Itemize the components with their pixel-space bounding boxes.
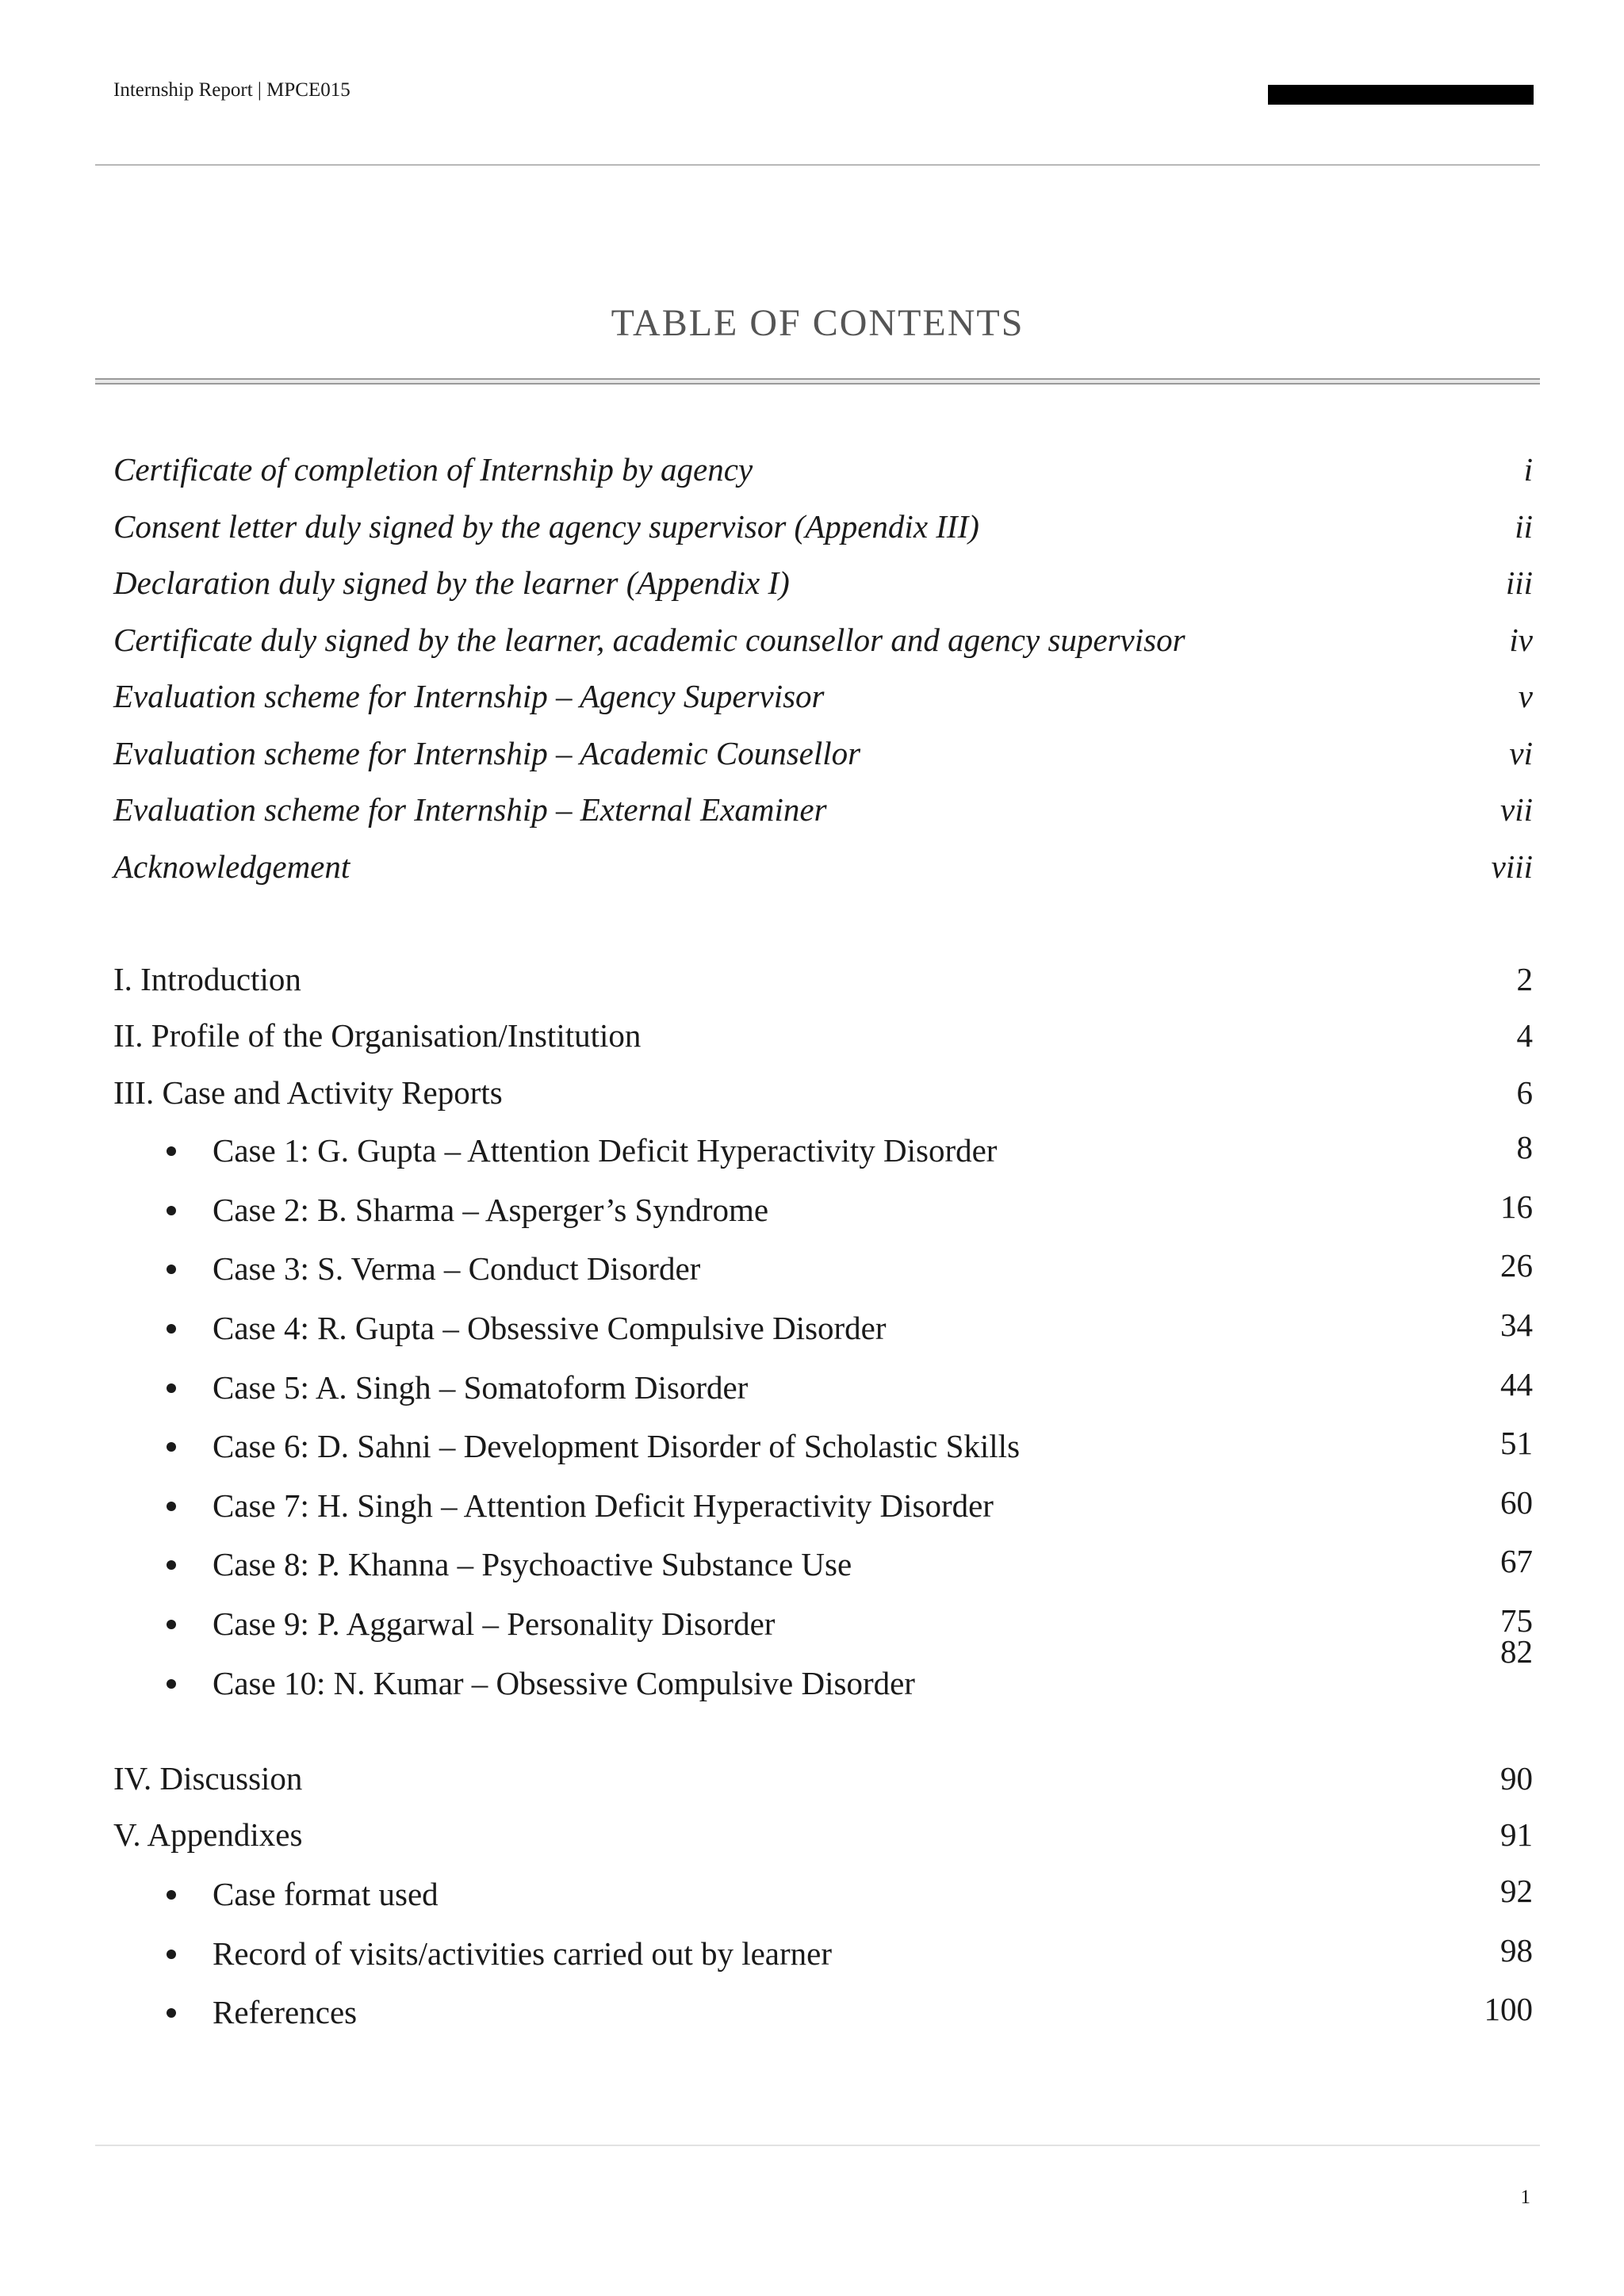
toc-entry-page: 90 <box>1500 1760 1533 1797</box>
bullet-icon <box>167 1890 176 1900</box>
toc-entry[interactable] <box>213 1991 1533 2034</box>
toc-entry-page: 60 <box>1500 1484 1533 1521</box>
toc-entry[interactable] <box>113 732 1533 775</box>
toc-entry[interactable] <box>113 618 1533 661</box>
toc-entry-page: 44 <box>1500 1366 1533 1402</box>
bullet-icon <box>167 1383 176 1393</box>
toc-entry-page: 67 <box>1500 1543 1533 1579</box>
bullet-icon <box>167 1442 176 1452</box>
toc-entry[interactable] <box>213 1425 1533 1468</box>
toc-entry[interactable] <box>113 788 1533 831</box>
toc-entry-label: Case 5: A. Singh – Somatoform Disorder <box>213 1369 749 1406</box>
toc-entry-page: 91 <box>1500 1816 1533 1853</box>
toc-entry-page: 92 <box>1500 1873 1533 1909</box>
toc-entry[interactable] <box>213 1484 1533 1527</box>
bullet-icon <box>167 1679 176 1689</box>
toc-entry-page: 6 <box>1516 1074 1533 1111</box>
toc-entry[interactable] <box>213 1188 1533 1231</box>
toc-entry-page: viii <box>1491 848 1533 885</box>
toc-entry[interactable] <box>113 1757 1533 1800</box>
toc-entry-page: ii <box>1515 508 1533 545</box>
toc-entry-label: Evaluation scheme for Internship – Academic Counsellor <box>113 735 861 771</box>
toc-entry[interactable] <box>113 448 1533 491</box>
toc-entry[interactable] <box>113 675 1533 718</box>
toc-entry-page: iii <box>1505 564 1533 601</box>
toc-entry-label: Certificate of completion of Internship by agency <box>113 451 753 488</box>
header-divider <box>95 164 1540 166</box>
toc-entry[interactable] <box>113 958 1533 1001</box>
toc-entry-page: vi <box>1509 735 1533 771</box>
toc-entry[interactable] <box>213 1602 1533 1645</box>
toc-entry-label: Consent letter duly signed by the agency supervisor (Appendix III) <box>113 508 979 545</box>
toc-entry-page: 8 <box>1516 1129 1533 1165</box>
toc-entry-page: vii <box>1500 791 1533 828</box>
toc-entry-page: 82 <box>1500 1633 1533 1670</box>
toc-entry-label: Evaluation scheme for Internship – Agency Supervisor <box>113 678 825 714</box>
bullet-icon <box>167 1502 176 1511</box>
toc-entry-label: Case 7: H. Singh – Attention Deficit Hyperactivity Disorder <box>213 1487 994 1524</box>
toc-entry-label: IV. Discussion <box>113 1760 303 1797</box>
bullet-icon <box>167 1620 176 1629</box>
redaction-bar <box>1268 85 1534 105</box>
toc-entry-label: II. Profile of the Organisation/Institution <box>113 1017 642 1054</box>
toc-entry[interactable] <box>213 1543 1533 1586</box>
running-title: Internship Report | MPCE015 <box>113 79 350 101</box>
toc-entry-page: i <box>1523 451 1533 488</box>
toc-entry-page: v <box>1518 678 1533 714</box>
toc-entry-page: iv <box>1509 622 1533 658</box>
toc-entry[interactable] <box>113 1071 1533 1114</box>
bullet-icon <box>167 1324 176 1334</box>
toc-entry-label: Case format used <box>213 1876 439 1912</box>
toc-entry[interactable] <box>113 845 1533 888</box>
bullet-icon <box>167 1560 176 1570</box>
title-divider <box>95 378 1540 385</box>
toc-entry-label: III. Case and Activity Reports <box>113 1074 503 1111</box>
toc-entry-page: 26 <box>1500 1247 1533 1284</box>
toc-entry-label: Case 3: S. Verma – Conduct Disorder <box>213 1250 701 1287</box>
toc-entry-label: Declaration duly signed by the learner (Appendix I) <box>113 564 790 601</box>
toc-entry-page: 4 <box>1516 1017 1533 1054</box>
toc-entry[interactable] <box>213 1247 1533 1290</box>
toc-entry-label: I. Introduction <box>113 961 301 997</box>
toc-entry[interactable] <box>113 1014 1533 1057</box>
toc-entry[interactable] <box>213 1873 1533 1915</box>
toc-entry[interactable] <box>213 1932 1533 1975</box>
toc-entry-label: Case 8: P. Khanna – Psychoactive Substance Use <box>213 1546 852 1582</box>
toc-entry-page: 100 <box>1484 1991 1533 2027</box>
toc-entry[interactable] <box>213 1307 1533 1349</box>
toc-entry-page: 98 <box>1500 1932 1533 1969</box>
toc-entry[interactable] <box>113 505 1533 548</box>
toc-entry-page: 2 <box>1516 961 1533 997</box>
toc-entry[interactable] <box>113 1813 1533 1856</box>
toc-entry[interactable] <box>213 1633 1533 1705</box>
bullet-icon <box>167 2008 176 2018</box>
toc-entry[interactable] <box>113 561 1533 604</box>
page-number: 1 <box>1520 2187 1530 2208</box>
toc-entry-label: References <box>213 1994 358 2030</box>
toc-entry-label: Case 9: P. Aggarwal – Personality Disorder <box>213 1605 776 1642</box>
toc-entry-label: Certificate duly signed by the learner, academic counsellor and agency supervisor <box>113 622 1185 658</box>
bullet-icon <box>167 1265 176 1274</box>
footer-divider <box>95 2145 1540 2146</box>
toc-entry-label: Case 2: B. Sharma – Asperger’s Syndrome <box>213 1192 769 1228</box>
bullet-icon <box>167 1206 176 1215</box>
toc-entry-label: Evaluation scheme for Internship – External Examiner <box>113 791 827 828</box>
toc-entry[interactable] <box>213 1366 1533 1409</box>
toc-entry-label: Record of visits/activities carried out by learner <box>213 1935 833 1972</box>
toc-entry-page: 51 <box>1500 1425 1533 1461</box>
toc-entry-label: V. Appendixes <box>113 1816 303 1853</box>
toc-entry-label: Acknowledgement <box>113 848 350 885</box>
toc-entry-page: 16 <box>1500 1188 1533 1225</box>
toc-entry-label: Case 4: R. Gupta – Obsessive Compulsive Disorder <box>213 1310 887 1346</box>
toc-entry-label: Case 1: G. Gupta – Attention Deficit Hyperactivity Disorder <box>213 1132 998 1169</box>
page-title: TABLE OF CONTENTS <box>611 302 1025 344</box>
toc-entry[interactable] <box>213 1129 1533 1172</box>
toc-entry-label: Case 10: N. Kumar – Obsessive Compulsive Disorder <box>213 1665 915 1701</box>
toc-entry-page: 75 <box>1500 1602 1533 1639</box>
toc-entry-page: 34 <box>1500 1307 1533 1343</box>
toc-entry-label: Case 6: D. Sahni – Development Disorder of Scholastic Skills <box>213 1428 1021 1464</box>
bullet-icon <box>167 1950 176 1959</box>
bullet-icon <box>167 1146 176 1156</box>
